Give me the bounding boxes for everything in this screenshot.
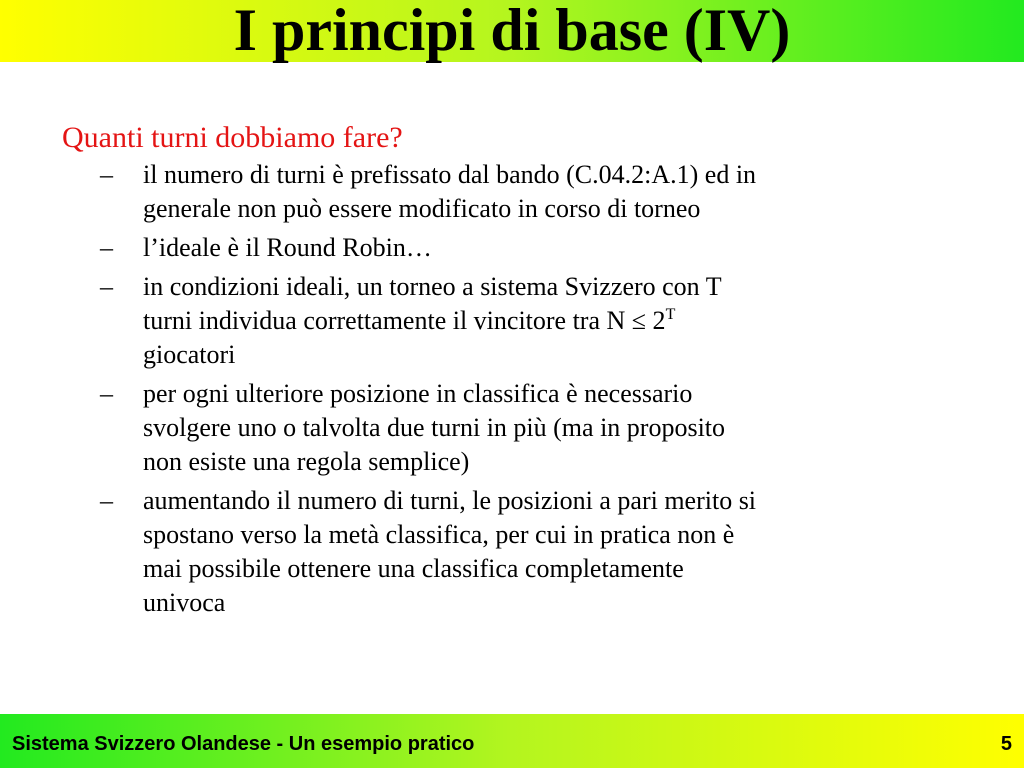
bullet-dash: – (100, 160, 113, 189)
bullet-line: svolgere uno o talvolta due turni in più (ma in proposito (143, 413, 726, 442)
exponent-superscript: T (665, 306, 676, 323)
bullet-dash: – (100, 379, 113, 408)
slide-content (62, 120, 962, 625)
question-heading: Quanti turni dobbiamo fare? (62, 121, 403, 154)
bullet-line: per ogni ulteriore posizione in classifica è necessario (143, 379, 693, 408)
bullet-item-round-robin (100, 231, 935, 265)
bullet-line (143, 304, 935, 338)
bullet-line: univoca (143, 588, 226, 617)
bullet-line: giocatori (143, 340, 236, 369)
footer-title: Sistema Svizzero Olandese - Un esempio pratico (12, 733, 475, 755)
bullet-line: l’ideale è il Round Robin… (143, 233, 432, 262)
bullet-dash: – (100, 272, 113, 301)
bullet-dash: – (100, 233, 113, 262)
bullet-line: il numero di turni è prefissato dal bando (C.04.2:A.1) ed in (143, 160, 757, 189)
slide-title: I principi di base (IV) (233, 0, 791, 63)
bullet-item-ideal-conditions (100, 270, 935, 372)
bullet-line: mai possibile ottenere una classifica completamente (143, 554, 684, 583)
bullet-line: in condizioni ideali, un torneo a sistema Svizzero con T (143, 272, 722, 301)
bullet-line: spostano verso la metà classifica, per cui in pratica non è (143, 520, 735, 549)
bullet-line: non esiste una regola semplice) (143, 447, 470, 476)
bullet-list (62, 158, 962, 620)
bullet-item-fixed-rounds (100, 158, 935, 226)
bullet-line: aumentando il numero di turni, le posizioni a pari merito si (143, 486, 757, 515)
bullet-line: generale non può essere modificato in corso di torneo (143, 194, 701, 223)
bullet-dash: – (100, 486, 113, 515)
page-number: 5 (1000, 733, 1012, 755)
bullet-text: turni individua correttamente il vincitore tra N ≤ 2 (143, 306, 666, 335)
bullet-item-extra-positions (100, 377, 935, 479)
bullet-item-more-rounds (100, 484, 935, 620)
